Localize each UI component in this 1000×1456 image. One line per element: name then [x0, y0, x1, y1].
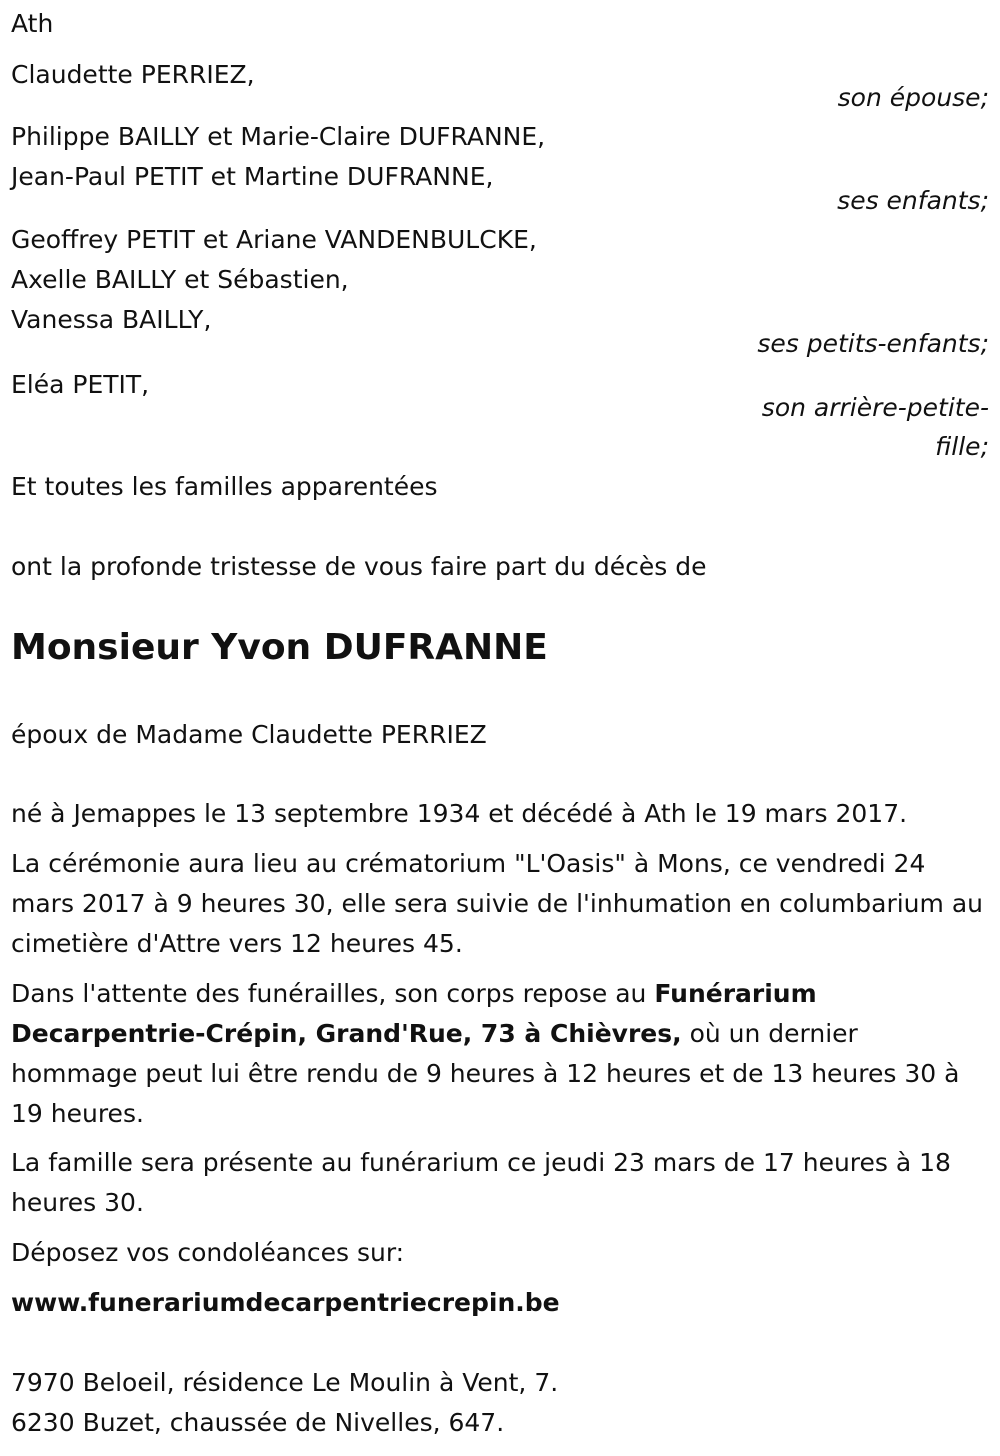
funerarium-suffix: où un dernier hommage peut lui être rendu de 9 heures à 12 heures et de 13 heures 30 à 19 heures.: [11, 1019, 960, 1128]
grandchild-line: Geoffrey PETIT et Ariane VANDENBULCKE,: [11, 225, 537, 254]
funerarium-place: Funérarium Decarpentrie-Crépin, Grand'Rue, 73 à Chièvres,: [11, 979, 817, 1048]
family-presence-paragraph: La famille sera présente au funérarium ce jeudi 23 mars de 17 heures à 18 heures 30.: [11, 1148, 951, 1217]
funerarium-paragraph: [11, 974, 989, 1134]
address-line: 6230 Buzet, chaussée de Nivelles, 647.: [11, 1408, 505, 1437]
address-line: 7970 Beloeil, résidence Le Moulin à Vent, 7.: [11, 1368, 559, 1397]
great-grandchild-name: Eléa PETIT,: [11, 370, 150, 399]
birth-death: né à Jemappes le 13 septembre 1934 et décédé à Ath le 19 mars 2017.: [11, 799, 908, 828]
spouse-role: son épouse;: [837, 83, 989, 112]
deceased-name: Monsieur Yvon DUFRANNE: [11, 627, 548, 668]
location: Ath: [11, 9, 54, 38]
other-families: Et toutes les familles apparentées: [11, 472, 438, 501]
ceremony-paragraph: La cérémonie aura lieu au crématorium "L'Oasis" à Mons, ce vendredi 24 mars 2017 à 9 heures 30, elle sera suivie de l'inhumation en columbarium au cimetière d'Attre vers 12 heures 45.: [11, 849, 983, 958]
great-grandchild-role: son arrière-petite-: [761, 393, 989, 422]
great-grandchild-role-cont: fille;: [935, 432, 989, 461]
children-role: ses enfants;: [837, 186, 989, 215]
grandchild-line: Axelle BAILLY et Sébastien,: [11, 265, 349, 294]
condolences-link[interactable]: www.funerariumdecarpentriecrepin.be: [11, 1288, 560, 1317]
spouse-of: époux de Madame Claudette PERRIEZ: [11, 720, 487, 749]
spouse-name: Claudette PERRIEZ,: [11, 60, 255, 89]
announcement-text: ont la profonde tristesse de vous faire part du décès de: [11, 552, 707, 581]
condolences-label: Déposez vos condoléances sur:: [11, 1238, 405, 1267]
grandchildren-role: ses petits-enfants;: [757, 329, 989, 358]
funerarium-prefix: Dans l'attente des funérailles, son corps repose au: [11, 979, 655, 1008]
child-line: Jean-Paul PETIT et Martine DUFRANNE,: [11, 162, 494, 191]
child-line: Philippe BAILLY et Marie-Claire DUFRANNE,: [11, 122, 546, 151]
grandchild-line: Vanessa BAILLY,: [11, 305, 212, 334]
